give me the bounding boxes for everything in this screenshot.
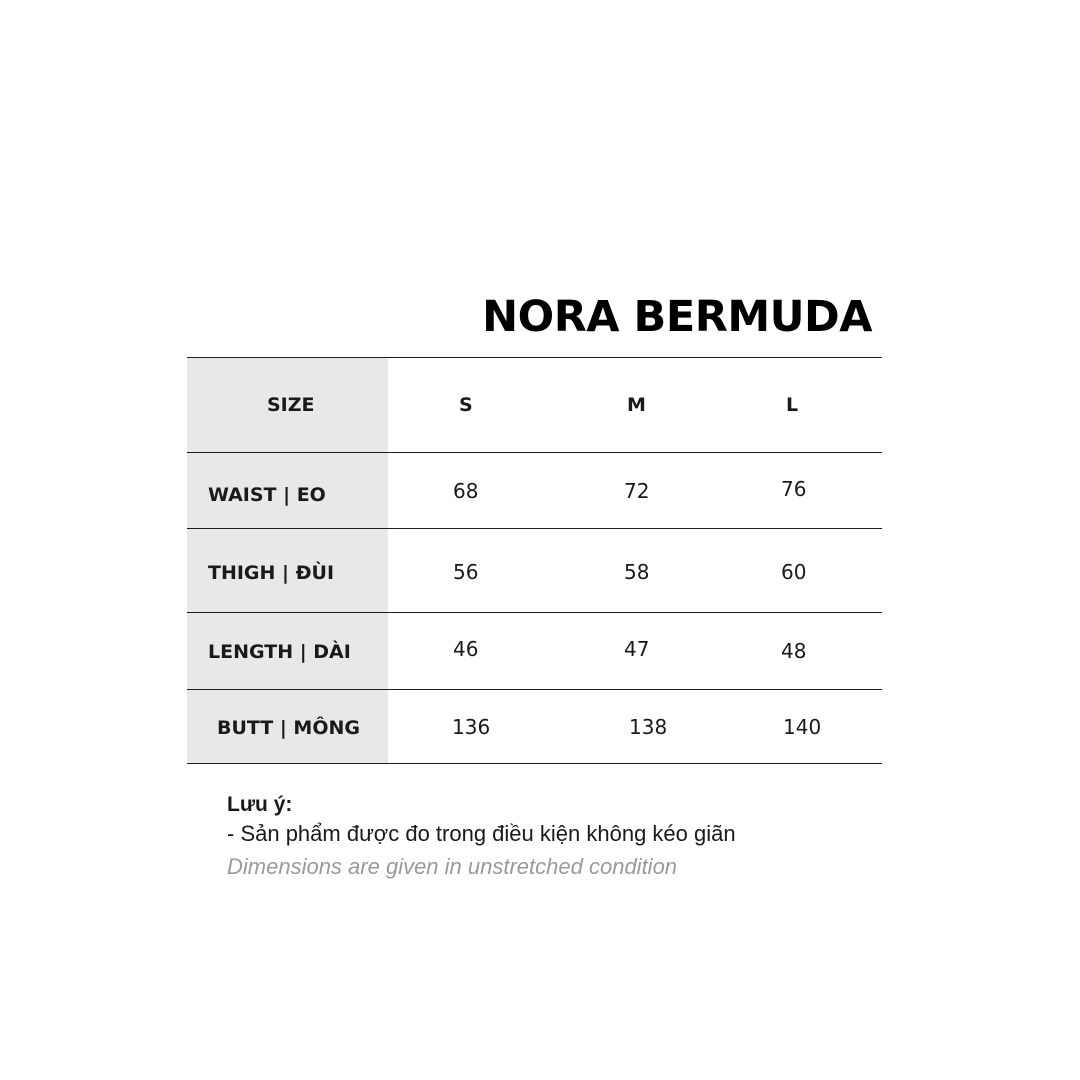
value-length-s: 46 (453, 637, 479, 661)
table-header-row (187, 357, 882, 452)
value-waist-m: 72 (624, 479, 650, 503)
table-row-length (187, 612, 882, 689)
size-header-l: L (786, 394, 799, 416)
value-waist-s: 68 (453, 479, 479, 503)
size-header-label: SIZE (267, 394, 315, 416)
note-title: Lưu ý: (227, 793, 293, 816)
value-thigh-l: 60 (781, 560, 807, 584)
value-thigh-m: 58 (624, 560, 650, 584)
row-label-butt: BUTT | MÔNG (217, 717, 360, 739)
value-butt-s: 136 (452, 715, 491, 739)
size-chart-table (187, 357, 882, 764)
table-row-waist (187, 452, 882, 528)
value-waist-l: 76 (781, 477, 807, 501)
row-label-waist: WAIST | EO (208, 484, 326, 506)
value-length-m: 47 (624, 637, 650, 661)
note-english: Dimensions are given in unstretched condition (227, 854, 678, 879)
size-header-s: S (459, 394, 473, 416)
row-label-thigh: THIGH | ĐÙI (208, 562, 335, 584)
product-title: NORA BERMUDA (482, 292, 872, 342)
value-butt-m: 138 (629, 715, 668, 739)
note-vietnamese: - Sản phẩm được đo trong điều kiện không kéo giãn (227, 821, 736, 846)
value-thigh-s: 56 (453, 560, 479, 584)
value-butt-l: 140 (783, 715, 822, 739)
table-row-butt (187, 689, 882, 764)
row-label-length: LENGTH | DÀI (208, 641, 351, 663)
table-row-thigh (187, 528, 882, 612)
measurement-note (227, 792, 736, 884)
size-header-m: M (627, 394, 646, 416)
value-length-l: 48 (781, 639, 807, 663)
